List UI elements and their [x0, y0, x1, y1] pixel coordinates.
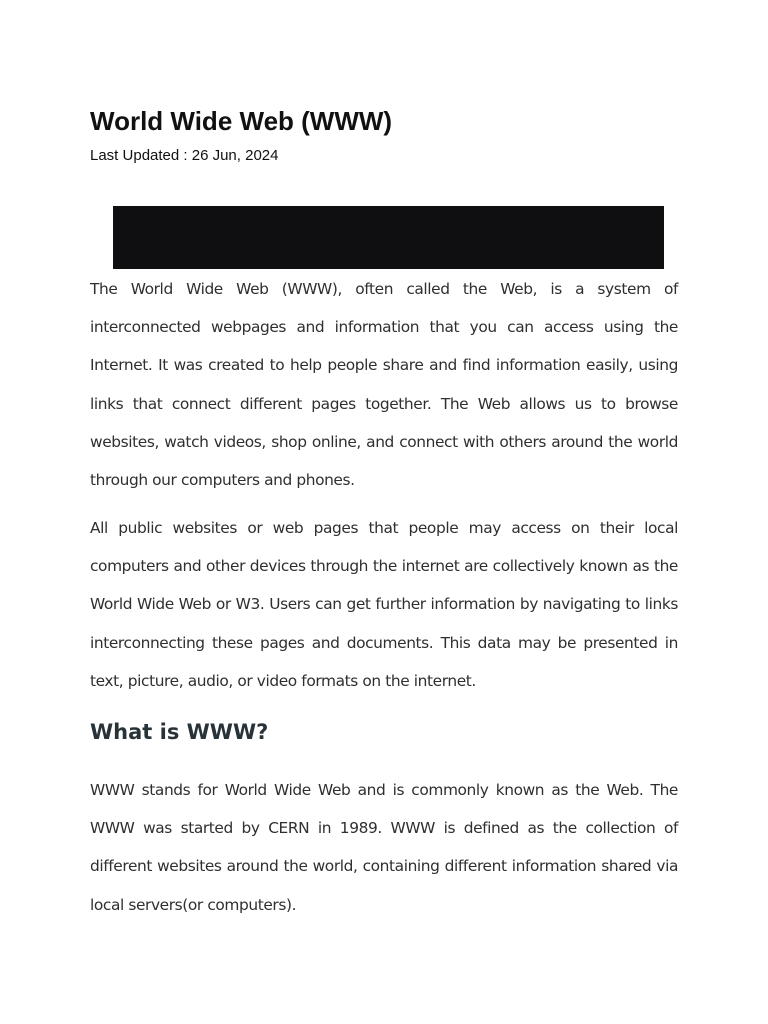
section-paragraph: WWW stands for World Wide Web and is commonly known as the Web. The WWW was started by CERN in 1989. WWW is defined as the collection of different websites around the world, containing different information shared via local servers(or computers). [90, 781, 678, 914]
body-paragraph: All public websites or web pages that people may access on their local computers and other devices through the internet are collectively known as the World Wide Web or W3. Users can get further information by navigating to links interconnecting these pages and documents. This data may be presented in text, picture, audio, or video formats on the internet. [90, 519, 678, 690]
section-heading: What is WWW? [90, 720, 269, 744]
page-title: World Wide Web (WWW) [90, 106, 393, 136]
last-updated-date: Last Updated : 26 Jun, 2024 [90, 147, 279, 164]
media-banner [113, 206, 664, 269]
intro-paragraph: The World Wide Web (WWW), often called the Web, is a system of interconnected webpages and information that you can access using the Internet. It was created to help people share and find information easily, using links that connect different pages together. The Web allows us to browse websites, watch videos, shop online, and connect with others around the world through our computers and phones. [90, 280, 678, 490]
